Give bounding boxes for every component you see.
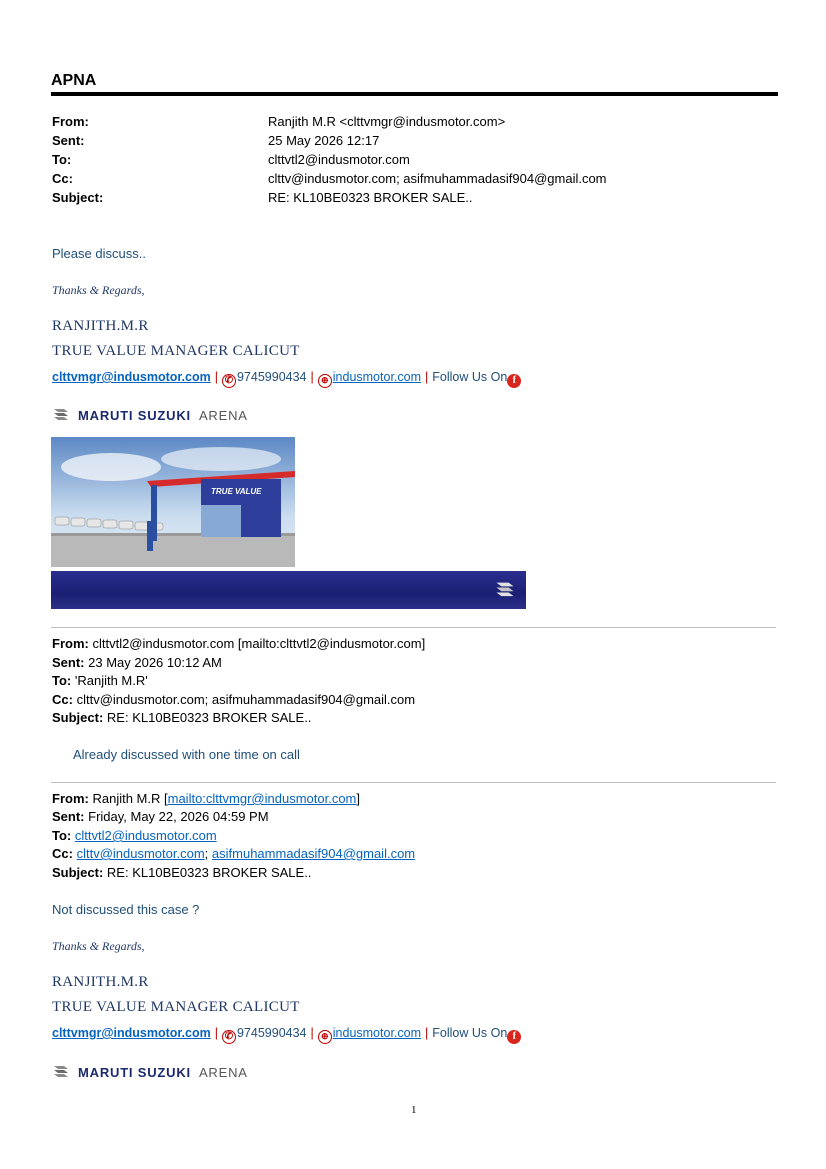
separator: | (425, 370, 429, 384)
separator: | (214, 1026, 218, 1040)
fwd1-subject-line (52, 710, 311, 725)
separator: | (310, 370, 314, 384)
fwd1-sent-line (52, 655, 222, 670)
fwd2-from-mailto-link[interactable]: mailto:clttvmgr@indusmotor.com (167, 791, 357, 806)
message-divider (51, 782, 776, 783)
fwd1-subject-value: RE: KL10BE0323 BROKER SALE.. (106, 710, 312, 725)
fwd2-sent-value: Friday, May 22, 2026 04:59 PM (88, 809, 269, 824)
fwd1-to-value: 'Ranjith M.R' (74, 673, 148, 688)
facebook-icon[interactable]: f (507, 1030, 521, 1044)
globe-icon: ⊕ (318, 1030, 332, 1044)
fwd2-body: Not discussed this case ? (52, 902, 200, 917)
fwd1-cc-value: clttv@indusmotor.com; asifmuhammadasif904@gmail.com (76, 692, 416, 707)
fwd1-cc-label: Cc: (52, 692, 73, 707)
signature-name: RANJITH.M.R (52, 318, 149, 334)
suzuki-s-icon (52, 407, 70, 423)
fwd2-to-link[interactable]: clttvtl2@indusmotor.com (74, 828, 217, 843)
follow-us-text: Follow Us On (432, 1026, 508, 1040)
true-value-showroom-image (51, 437, 295, 567)
separator: | (214, 370, 218, 384)
from-value: Ranjith M.R <clttvmgr@indusmotor.com> (268, 114, 506, 129)
signature-phone: 9745990434 (236, 370, 307, 384)
fwd2-cc-label: Cc: (52, 846, 73, 861)
fwd2-subject-line (52, 865, 311, 880)
fwd2-cc-line (52, 846, 415, 861)
arena-word-text: ARENA (198, 1064, 248, 1080)
suzuki-banner (51, 571, 526, 609)
suzuki-s-icon (494, 580, 516, 600)
phone-icon: ✆ (222, 374, 236, 388)
message-body: Please discuss.. (52, 246, 146, 261)
signature-title: TRUE VALUE MANAGER CALICUT (52, 343, 300, 359)
maruti-suzuki-arena-logo (52, 407, 248, 423)
fwd2-from-label: From: (52, 791, 89, 806)
signature-phone: 9745990434 (236, 1026, 307, 1040)
arena-brand-text: MARUTI SUZUKI (78, 407, 191, 423)
fwd2-signature-contact-line (52, 1026, 522, 1044)
fwd2-subject-label: Subject: (52, 865, 104, 880)
message-divider (51, 627, 776, 628)
fwd2-sent-line (52, 809, 269, 824)
document-title: APNA (51, 72, 97, 89)
signature-contact-line (52, 370, 522, 388)
subject-value: RE: KL10BE0323 BROKER SALE.. (268, 190, 473, 205)
sent-value: 25 May 2026 12:17 (268, 133, 380, 148)
suzuki-s-icon (52, 1064, 70, 1080)
separator: | (425, 1026, 429, 1040)
subject-label: Subject: (52, 190, 104, 205)
phone-icon: ✆ (222, 1030, 236, 1044)
title-divider (51, 92, 778, 96)
fwd2-from-name: Ranjith M.R (92, 791, 161, 806)
fwd2-cc-link-2[interactable]: asifmuhammadasif904@gmail.com (211, 846, 416, 861)
sent-label: Sent: (52, 133, 85, 148)
fwd2-sent-label: Sent: (52, 809, 85, 824)
signature-email-link[interactable]: clttvmgr@indusmotor.com (52, 1026, 211, 1040)
fwd1-sent-value: 23 May 2026 10:12 AM (88, 655, 222, 670)
showroom-sign-text: TRUE VALUE (211, 487, 262, 496)
to-label: To: (52, 152, 72, 167)
fwd1-sent-label: Sent: (52, 655, 85, 670)
fwd1-body: Already discussed with one time on call (73, 747, 300, 762)
fwd1-subject-label: Subject: (52, 710, 104, 725)
page-number: 1 (411, 1104, 417, 1116)
globe-icon: ⊕ (318, 374, 332, 388)
follow-us-text: Follow Us On (432, 370, 508, 384)
fwd1-from-value: clttvtl2@indusmotor.com [mailto:clttvtl2@indusmotor.com] (92, 636, 426, 651)
from-label: From: (52, 114, 89, 129)
signature-website-link[interactable]: indusmotor.com (332, 370, 421, 384)
arena-brand-text: MARUTI SUZUKI (78, 1064, 191, 1080)
fwd1-to-line (52, 673, 148, 688)
fwd2-signature-thanks: Thanks & Regards, (52, 939, 145, 953)
signature-website-link[interactable]: indusmotor.com (332, 1026, 421, 1040)
fwd2-signature-title: TRUE VALUE MANAGER CALICUT (52, 999, 300, 1015)
fwd2-from-line: From: Ranjith M.R [mailto:clttvmgr@indusmotor.com] (52, 791, 360, 806)
fwd1-from-line (52, 636, 425, 651)
cc-value: clttv@indusmotor.com; asifmuhammadasif904@gmail.com (268, 171, 607, 186)
cc-label: Cc: (52, 171, 73, 186)
to-value: clttvtl2@indusmotor.com (268, 152, 410, 167)
maruti-suzuki-arena-logo (52, 1064, 248, 1080)
fwd2-subject-value: RE: KL10BE0323 BROKER SALE.. (106, 865, 312, 880)
signature-thanks: Thanks & Regards, (52, 283, 145, 297)
fwd2-cc-link-1[interactable]: clttv@indusmotor.com (76, 846, 205, 861)
fwd2-to-label: To: (52, 828, 72, 843)
fwd1-from-label: From: (52, 636, 89, 651)
signature-email-link[interactable]: clttvmgr@indusmotor.com (52, 370, 211, 384)
fwd2-to-line (52, 828, 217, 843)
arena-word-text: ARENA (198, 407, 248, 423)
fwd2-signature-name: RANJITH.M.R (52, 974, 149, 990)
fwd2-cc-separator: ; (204, 846, 209, 861)
facebook-icon[interactable]: f (507, 374, 521, 388)
separator: | (310, 1026, 314, 1040)
fwd1-to-label: To: (52, 673, 72, 688)
fwd1-cc-line (52, 692, 415, 707)
